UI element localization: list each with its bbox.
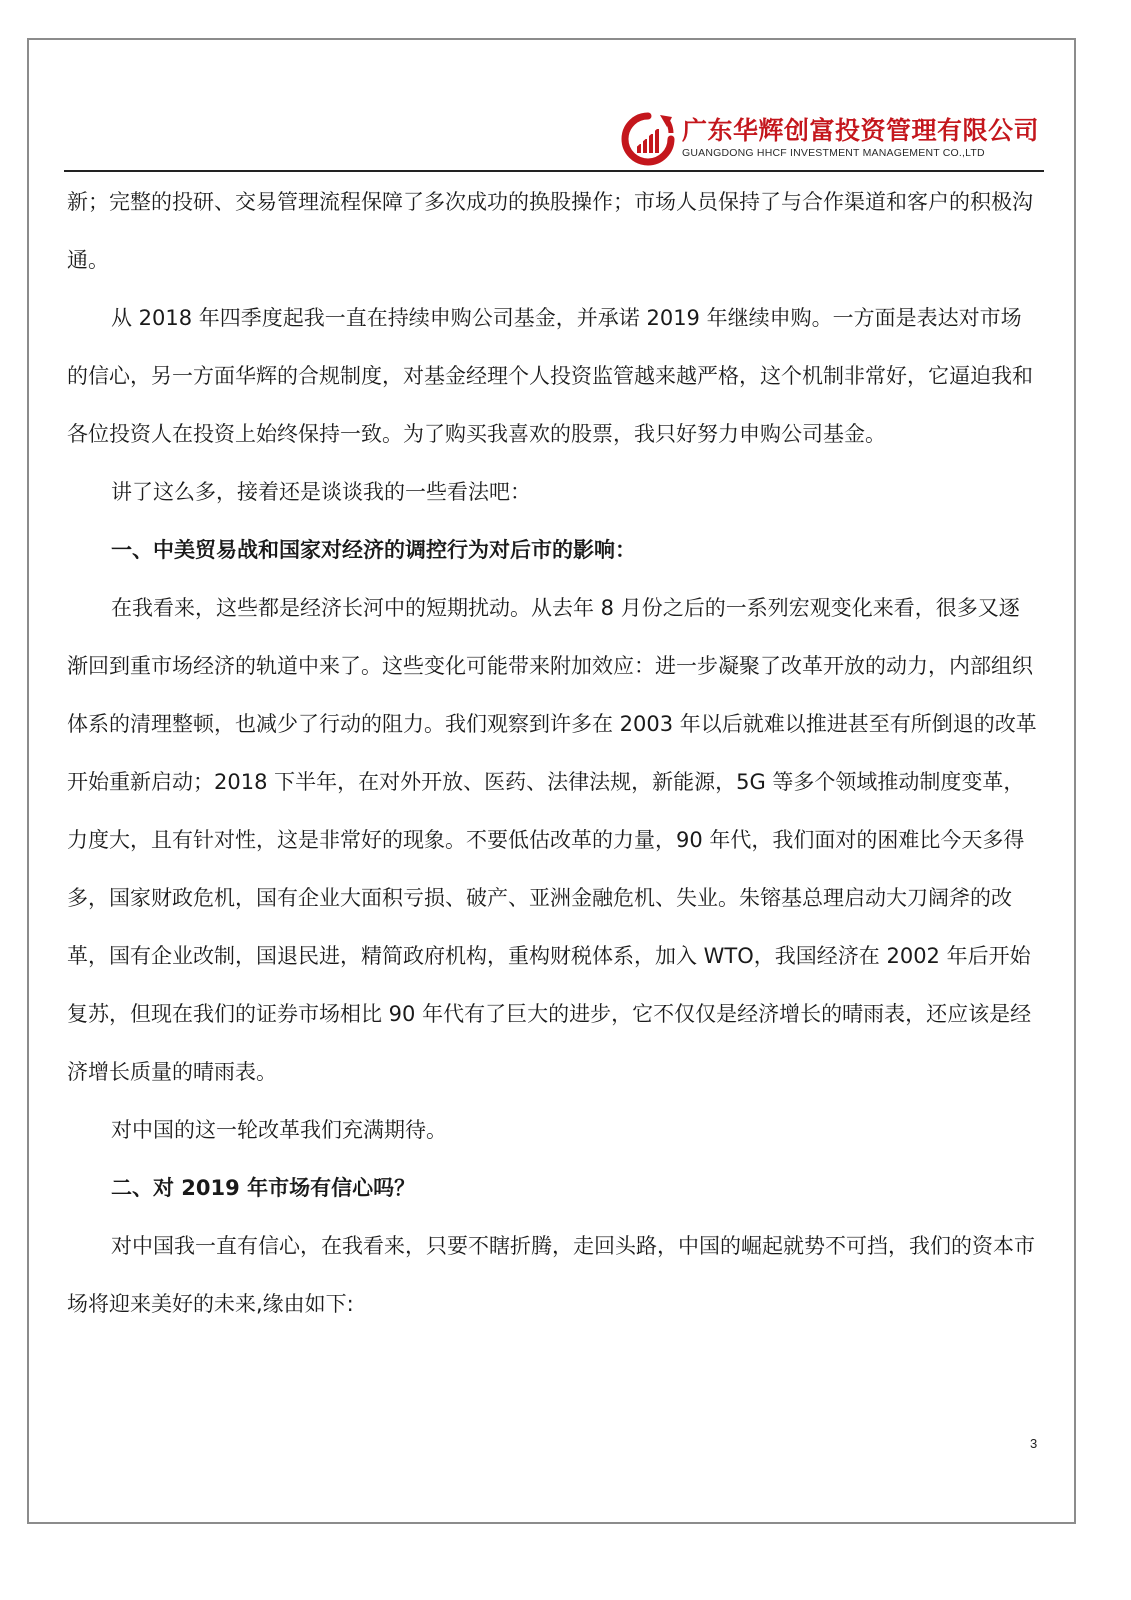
paragraph-continuation: 新；完整的投研、交易管理流程保障了多次成功的换股操作；市场人员保持了与合作渠道和客户的积极沟通。 <box>67 190 1033 272</box>
paragraph-reform-analysis: 在我看来，这些都是经济长河中的短期扰动。从去年 8 月份之后的一系列宏观变化来看，很多又逐渐回到重市场经济的轨道中来了。这些变化可能带来附加效应：进一步凝聚了改革开放的动力，内部组织体系的清理整顿，也减少了行动的阻力。我们观察到许多在 2003 年以后就难以推进甚至有所倒退的改革开始重新启动；2018 下半年，在对外开放、医药、法律法规，新能源，5G 等多个领域推动制度变革，力度大，且有针对性，这是非常好的现象。不要低估改革的力量，90 年代，我们面对的困难比今天多得多，国家财政危机，国有企业大面积亏损、破产、亚洲金融危机、失业。朱镕基总理启动大刀阔斧的改革，国有企业改制，国退民进，精简政府机构，重构财税体系，加入 WTO，我国经济在 2002 年后开始复苏，但现在我们的证券市场相比 90 年代有了巨大的进步，它不仅仅是经济增长的晴雨表，还应该是经济增长质量的晴雨表。 <box>67 596 1037 1084</box>
page-header <box>0 0 1131 175</box>
page-number: 3 <box>1030 1436 1038 1451</box>
document-body <box>67 173 1037 1333</box>
section-heading-2: 二、对 2019 年市场有信心吗？ <box>111 1176 416 1200</box>
paragraph-market-confidence: 对中国我一直有信心，在我看来，只要不瞎折腾，走回头路，中国的崛起就势不可挡，我们的资本市场将迎来美好的未来,缘由如下: <box>67 1234 1035 1316</box>
paragraph-reform-expectation: 对中国的这一轮改革我们充满期待。 <box>111 1118 447 1142</box>
company-name-en: GUANGDONG HHCF INVESTMENT MANAGEMENT CO.,LTD <box>682 147 985 159</box>
header-divider <box>64 170 1044 172</box>
hhcf-logo-icon <box>620 111 676 167</box>
paragraph-transition: 讲了这么多，接着还是谈谈我的一些看法吧： <box>111 480 531 504</box>
company-name-cn: 广东华辉创富投资管理有限公司 <box>682 116 1040 145</box>
paragraph-fund-subscription: 从 2018 年四季度起我一直在持续申购公司基金，并承诺 2019 年继续申购。一方面是表达对市场的信心，另一方面华辉的合规制度，对基金经理个人投资监管越来越严格，这个机制非常好，它逼迫我和各位投资人在投资上始终保持一致。为了购买我喜欢的股票，我只好努力申购公司基金。 <box>67 306 1033 446</box>
section-heading-1: 一、中美贸易战和国家对经济的调控行为对后市的影响： <box>111 538 636 562</box>
company-logo-text <box>682 117 1039 160</box>
